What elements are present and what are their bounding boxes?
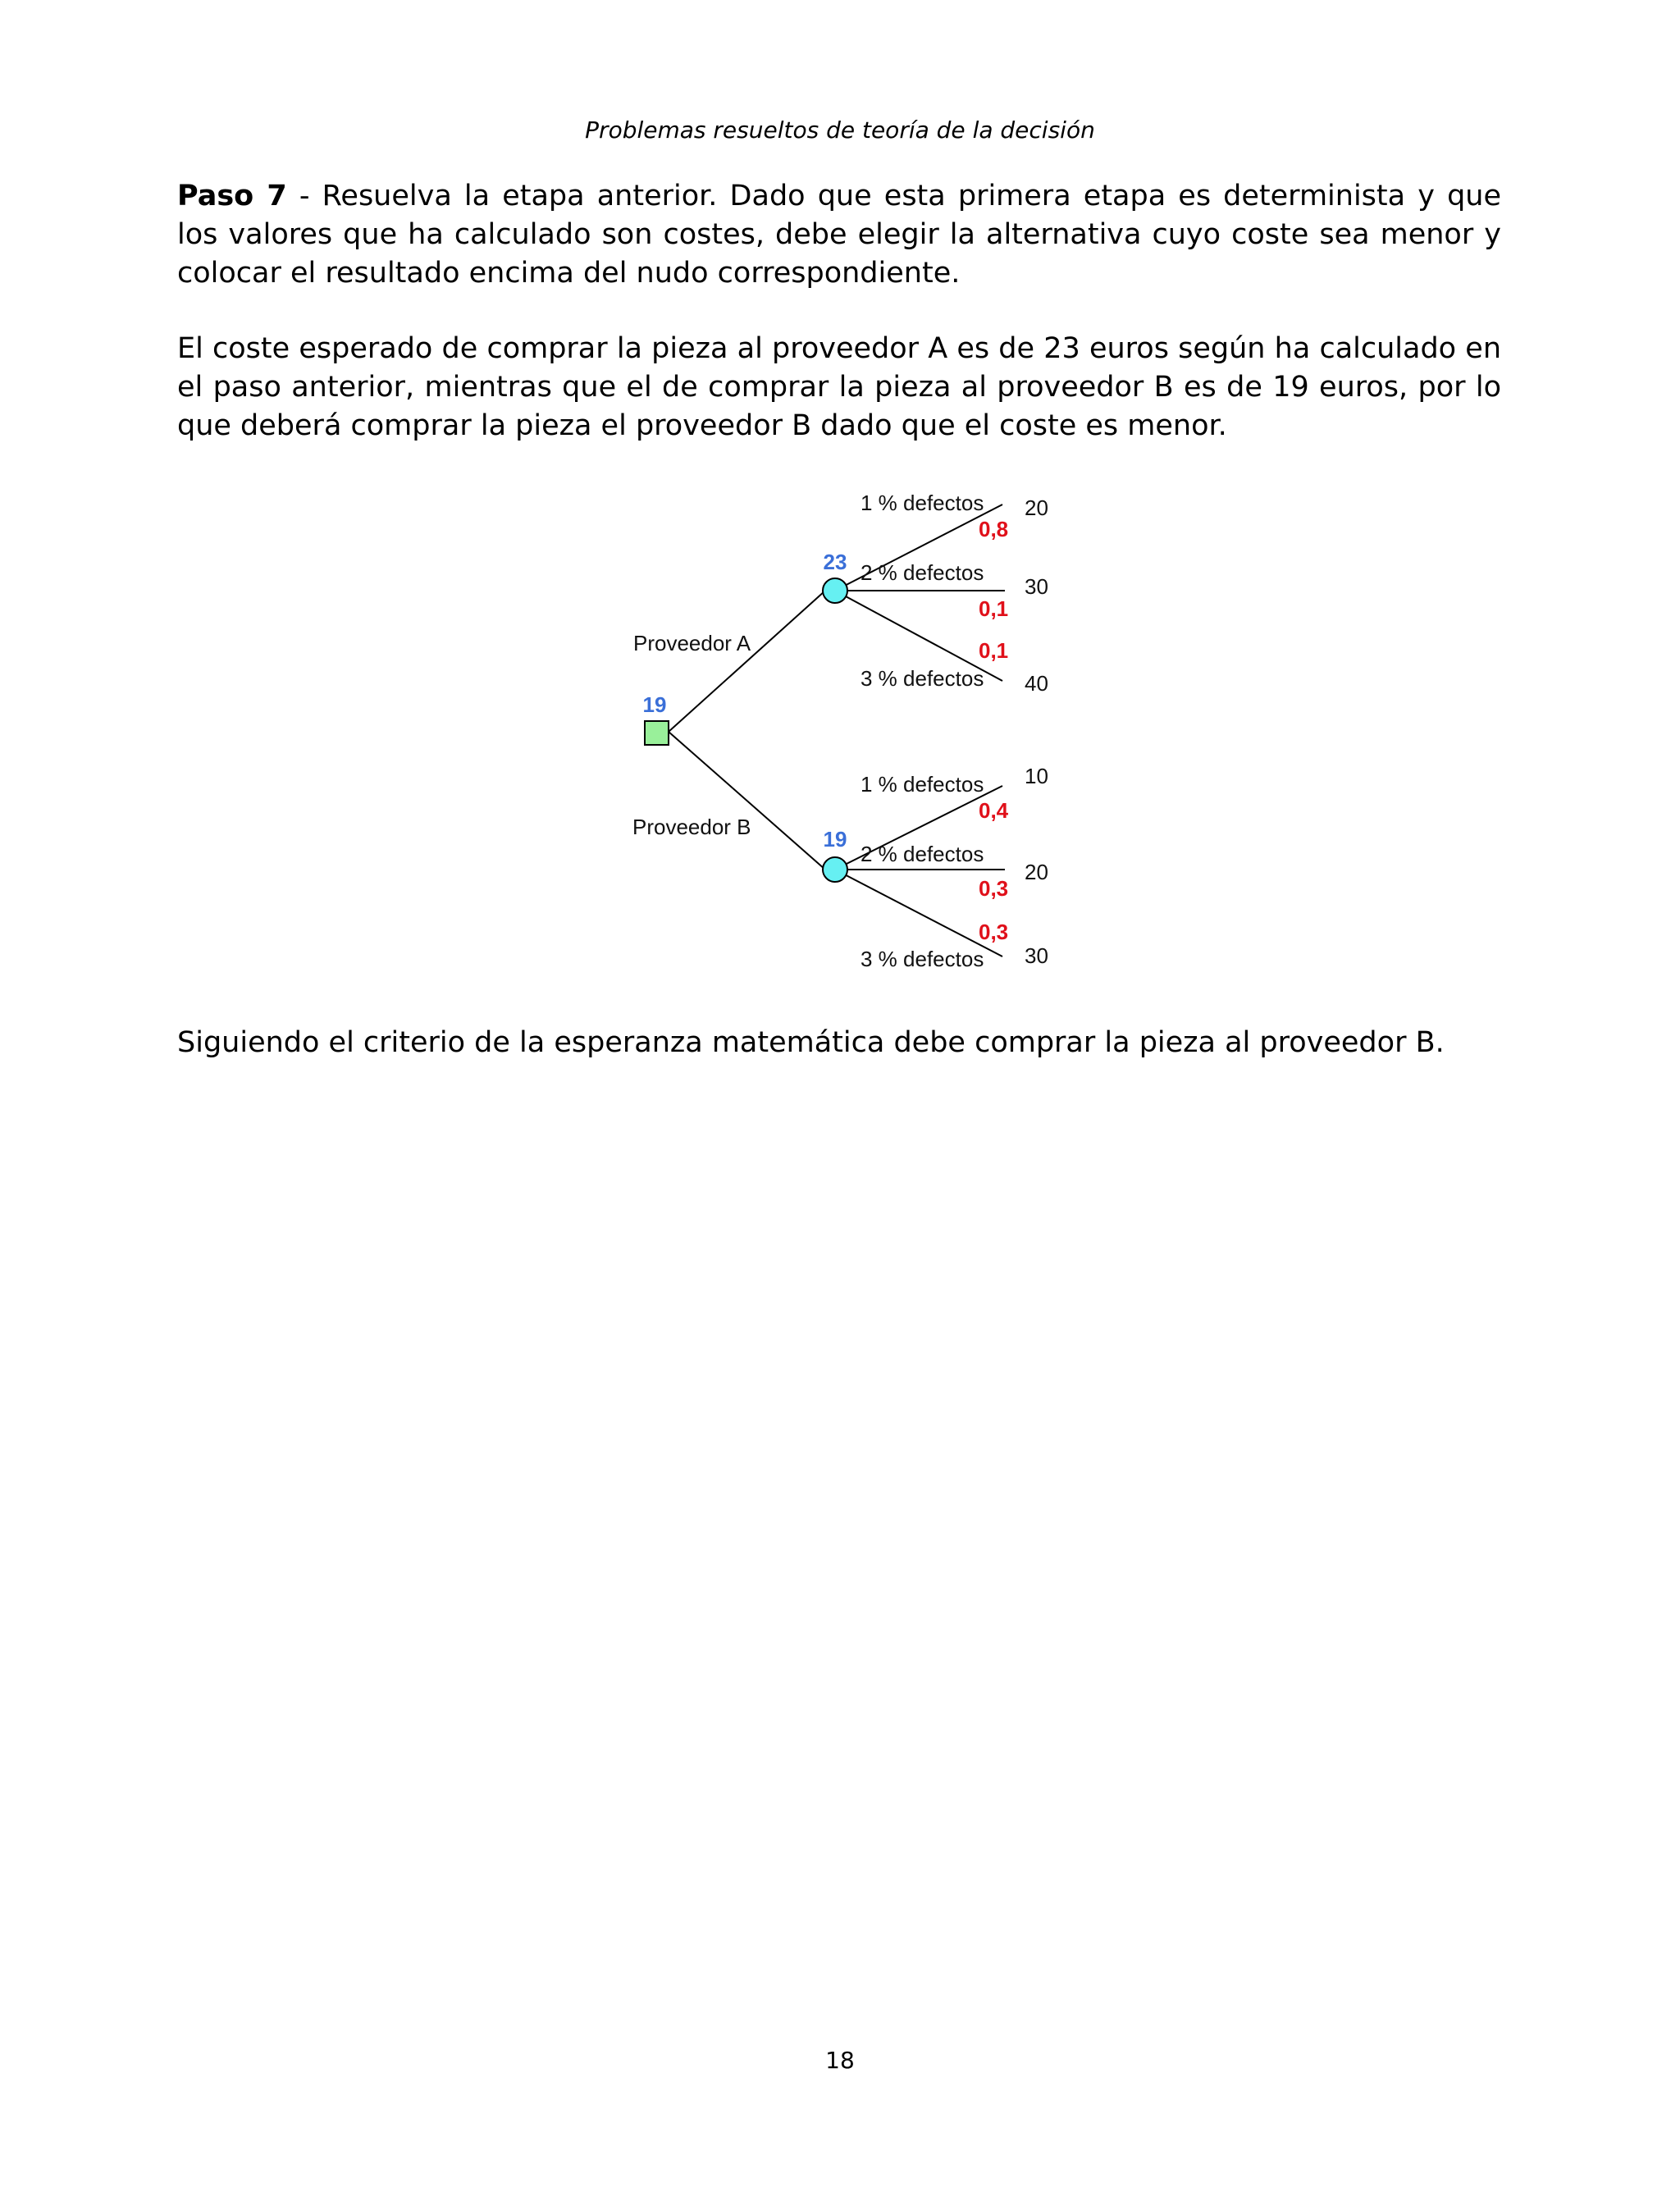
outcome-label-b3: 3 % defectos — [861, 947, 984, 971]
probability-b3: 0,3 — [979, 920, 1009, 944]
outcome-label-a2: 2 % defectos — [861, 560, 984, 585]
cost-a2: 30 — [1025, 574, 1048, 599]
branch-label-a: Proveedor A — [633, 631, 751, 655]
outcome-label-a1: 1 % defectos — [861, 491, 984, 515]
outcome-label-b2: 2 % defectos — [861, 842, 984, 866]
chance-node-a — [823, 578, 847, 603]
step-text: - Resuelva la etapa anterior. Dado que esta primera etapa es determinista y que los valores que ha calculado son costes, debe elegir la alternativa cuyo coste sea menor y colocar el resultado encima del nudo correspondiente. — [177, 180, 1502, 290]
cost-a1: 20 — [1025, 495, 1048, 520]
cost-a3: 40 — [1025, 671, 1048, 696]
outcome-label-b1: 1 % defectos — [861, 772, 984, 797]
probability-a2: 0,1 — [979, 596, 1009, 621]
node-value-a: 23 — [823, 550, 847, 574]
cost-b1: 10 — [1025, 764, 1048, 788]
chance-node-b — [823, 857, 847, 882]
node-value-b: 19 — [823, 827, 847, 852]
probability-a1: 0,8 — [979, 517, 1009, 541]
outcome-line-b3 — [835, 870, 1002, 957]
step-label: Paso 7 — [177, 180, 287, 212]
page-number: 18 — [825, 2047, 855, 2074]
probability-b1: 0,4 — [979, 798, 1009, 823]
branch-label-b: Proveedor B — [632, 815, 751, 839]
branch-line-proveedor-b — [669, 732, 825, 870]
cost-b2: 20 — [1025, 860, 1048, 884]
branch-line-proveedor-a — [669, 591, 825, 732]
probability-a3: 0,1 — [979, 638, 1009, 663]
conclusion-paragraph: Siguiendo el criterio de la esperanza matemática debe comprar la pieza al proveedor B. — [177, 1026, 1445, 1059]
cost-b3: 30 — [1025, 943, 1048, 968]
explanation-paragraph: El coste esperado de comprar la pieza al proveedor A es de 23 euros según ha calculado en el paso anterior, mientras que el de comprar la pieza al proveedor B es de 19 euros, por lo que deberá comprar la pieza el proveedor B dado que el coste es menor. — [177, 332, 1501, 442]
decision-tree-diagram — [0, 0, 1680, 1025]
outcome-label-a3: 3 % defectos — [861, 666, 984, 691]
probability-b2: 0,3 — [979, 876, 1009, 901]
root-value: 19 — [642, 692, 667, 717]
running-header: Problemas resueltos de teoría de la decisión — [585, 116, 1095, 144]
decision-node — [645, 721, 669, 745]
